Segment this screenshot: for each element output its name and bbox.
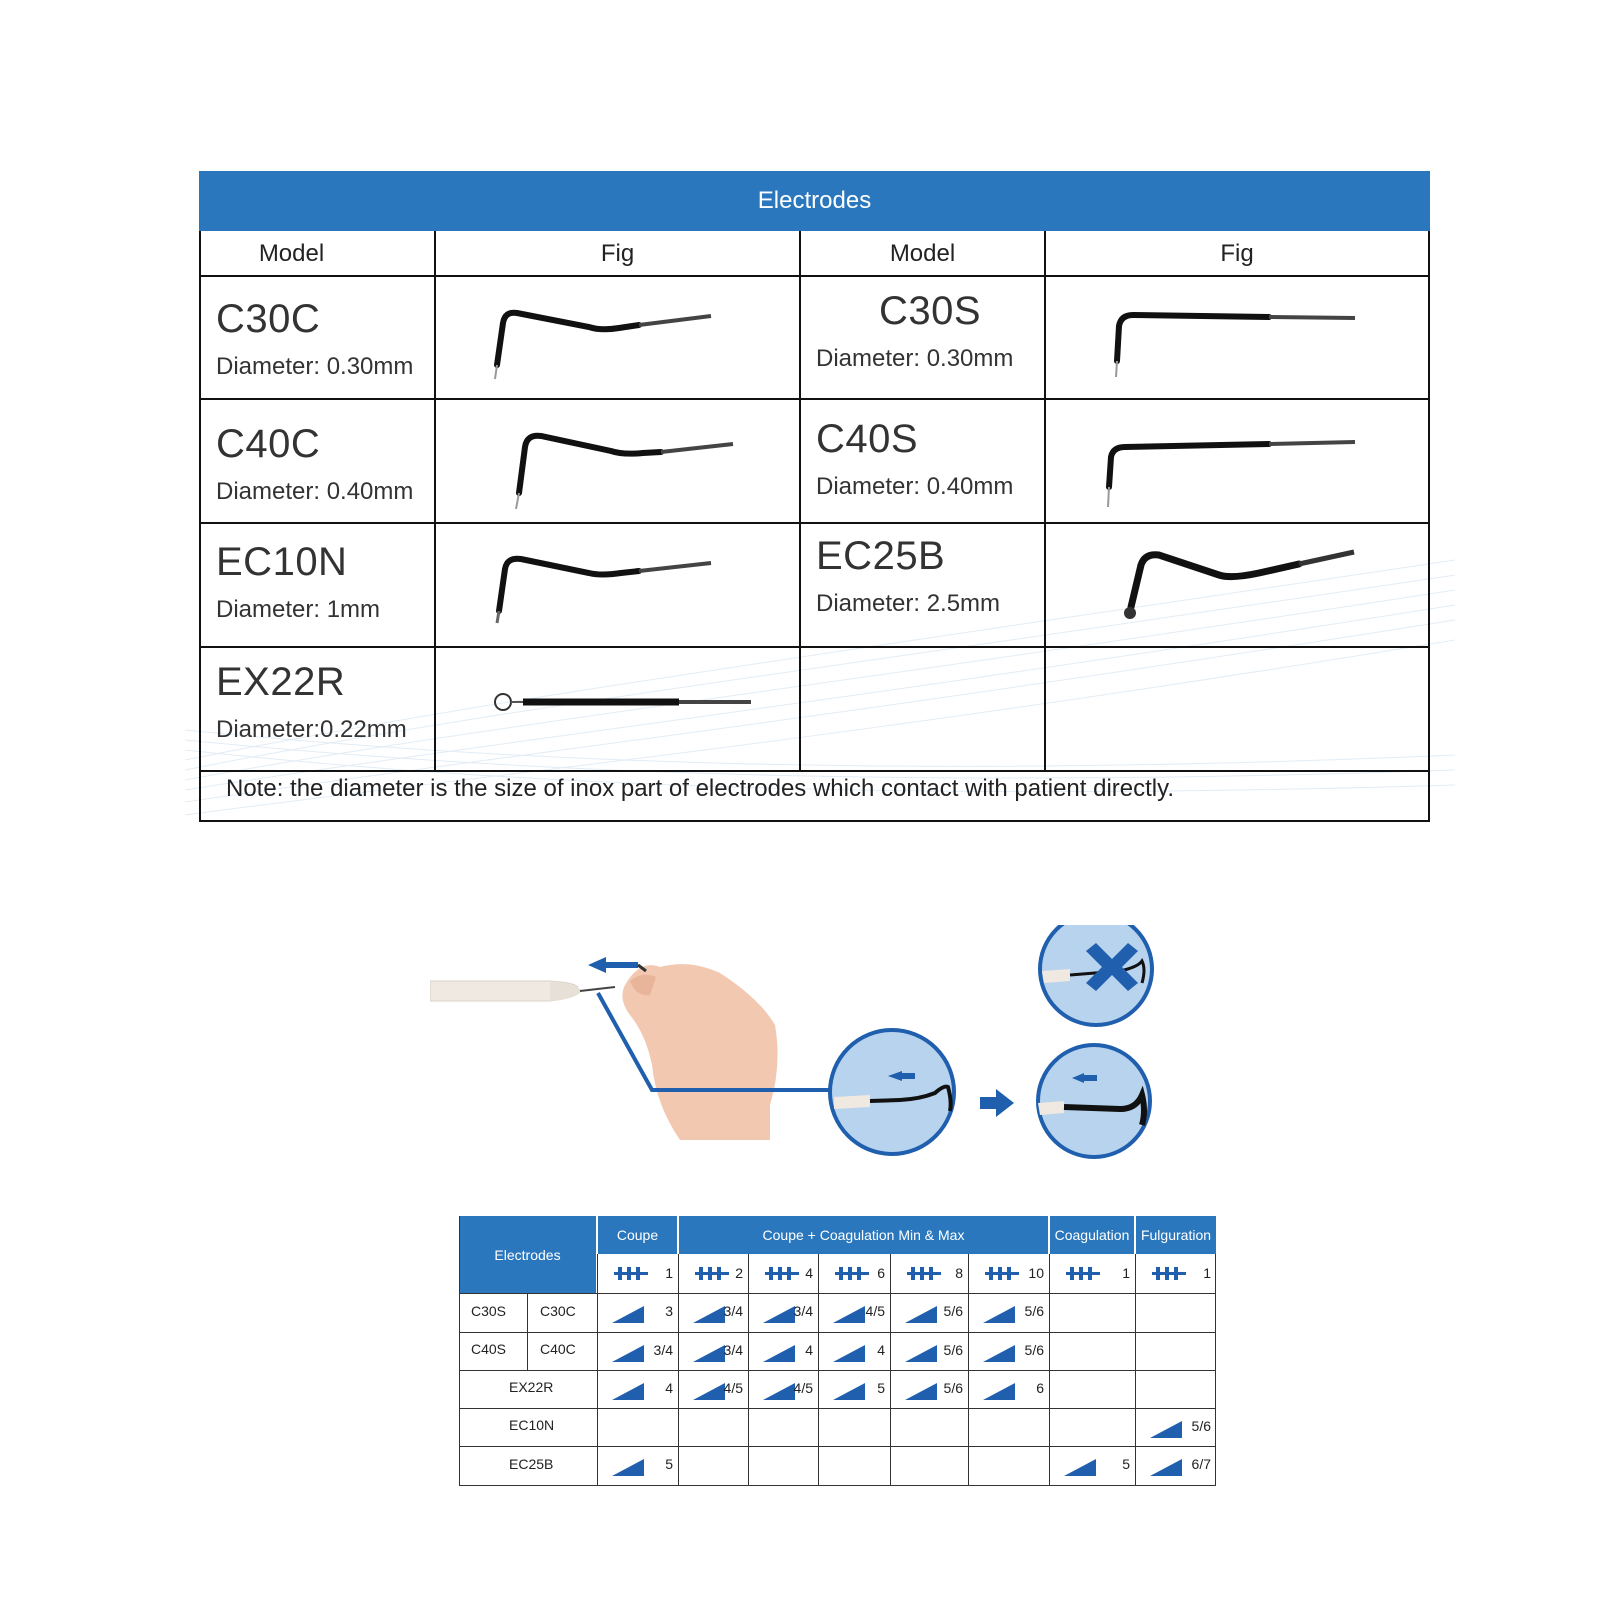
electrode-name: EX22R xyxy=(509,1379,554,1395)
cut-waveform-icon xyxy=(835,1266,869,1281)
zoom-circle-correct xyxy=(1038,1045,1150,1157)
cut-waveform-icon xyxy=(1152,1266,1186,1281)
model-name: C30S xyxy=(878,289,982,333)
electrode-c40s-image xyxy=(1099,421,1369,511)
model-diameter: Diameter: 2.5mm xyxy=(816,590,1001,617)
model-name: EC10N xyxy=(216,540,348,584)
power-level-icon xyxy=(905,1306,937,1323)
power-value: 4 xyxy=(665,1380,673,1396)
power-level-icon xyxy=(612,1345,644,1362)
model-cell xyxy=(216,424,413,506)
power-level-icon xyxy=(612,1459,644,1476)
model-cell xyxy=(216,662,407,744)
power-value: 4/5 xyxy=(793,1380,813,1396)
col-header-model: Model xyxy=(258,240,325,267)
cut-waveform-icon xyxy=(614,1266,648,1281)
electrode-name: C40C xyxy=(540,1341,576,1357)
power-value: 3/4 xyxy=(723,1303,743,1319)
power-level-icon xyxy=(1064,1459,1096,1476)
electrodes-table xyxy=(199,171,1430,822)
electrode-name: C30C xyxy=(540,1303,576,1319)
header-fulguration: Fulguration xyxy=(1136,1216,1216,1254)
power-level-icon xyxy=(905,1383,937,1400)
header-coupe: Coupe xyxy=(598,1216,677,1254)
power-level-icon xyxy=(763,1383,795,1400)
model-name: EC25B xyxy=(816,534,946,578)
power-level-icon xyxy=(983,1383,1015,1400)
electrode-ec25b-image xyxy=(1119,531,1369,631)
power-level-icon xyxy=(905,1345,937,1362)
electrode-c30s-image xyxy=(1109,301,1369,381)
power-level-icon xyxy=(833,1383,865,1400)
electrode-name: EC25B xyxy=(509,1456,554,1472)
electrode-ec10n-image xyxy=(489,541,729,631)
power-level-icon xyxy=(612,1306,644,1323)
model-name: EX22R xyxy=(216,660,346,704)
cut-waveform-icon xyxy=(907,1266,941,1281)
power-level-icon xyxy=(1150,1421,1182,1438)
header-coupe-coagulation: Coupe + Coagulation Min & Max xyxy=(679,1216,1048,1254)
col-header-fig: Fig xyxy=(1220,240,1254,267)
model-cell xyxy=(816,291,1044,373)
mode-number: 2 xyxy=(735,1265,743,1281)
electrode-name: C30S xyxy=(471,1303,507,1319)
power-level-icon xyxy=(763,1306,795,1323)
electrode-insertion-illustration xyxy=(430,925,1190,1190)
cut-waveform-icon xyxy=(1066,1266,1100,1281)
header-electrodes: Electrodes xyxy=(459,1216,596,1293)
model-cell xyxy=(216,542,380,624)
power-value: 5/6 xyxy=(943,1303,963,1319)
power-value: 6/7 xyxy=(1191,1456,1211,1472)
power-level-icon xyxy=(983,1345,1015,1362)
power-value: 3/4 xyxy=(653,1342,673,1358)
model-name: C30C xyxy=(216,297,321,341)
power-level-icon xyxy=(983,1306,1015,1323)
arrow-left-icon xyxy=(588,957,638,973)
electrodes-grid xyxy=(199,231,1430,822)
power-value: 4 xyxy=(877,1342,885,1358)
power-value: 3 xyxy=(665,1303,673,1319)
cut-waveform-icon xyxy=(985,1266,1019,1281)
power-level-icon xyxy=(833,1345,865,1362)
electrode-name: EC10N xyxy=(509,1417,555,1433)
power-level-icon xyxy=(693,1345,725,1362)
mode-number: 1 xyxy=(665,1265,673,1281)
handpiece-image xyxy=(430,981,615,1001)
power-level-icon xyxy=(833,1306,865,1323)
power-value: 5 xyxy=(665,1456,673,1472)
model-cell xyxy=(816,536,1000,618)
model-diameter: Diameter: 0.40mm xyxy=(816,473,1014,500)
electrodes-title: Electrodes xyxy=(199,171,1430,231)
model-diameter: Diameter:0.22mm xyxy=(216,716,407,743)
header-coagulation: Coagulation xyxy=(1050,1216,1134,1254)
power-level-icon xyxy=(1150,1459,1182,1476)
power-value: 3/4 xyxy=(793,1303,813,1319)
mode-number: 4 xyxy=(805,1265,813,1281)
electrode-ex22r-image xyxy=(489,681,759,721)
model-diameter: Diameter: 0.30mm xyxy=(816,345,1014,372)
hand-image xyxy=(622,964,777,1140)
zoom-circle-insert xyxy=(830,1030,954,1154)
model-diameter: Diameter: 0.40mm xyxy=(216,478,414,505)
power-level-icon xyxy=(763,1345,795,1362)
power-value: 5/6 xyxy=(1024,1342,1044,1358)
power-value: 5 xyxy=(877,1380,885,1396)
power-value: 5 xyxy=(1122,1456,1130,1472)
col-header-model: Model xyxy=(889,240,956,267)
cut-waveform-icon xyxy=(765,1266,799,1281)
power-value: 3/4 xyxy=(723,1342,743,1358)
power-value: 6 xyxy=(1036,1380,1044,1396)
mode-number: 1 xyxy=(1122,1265,1130,1281)
power-value: 4/5 xyxy=(865,1303,885,1319)
power-value: 4/5 xyxy=(723,1380,743,1396)
power-value: 5/6 xyxy=(943,1380,963,1396)
model-diameter: Diameter: 0.30mm xyxy=(216,353,414,380)
model-diameter: Diameter: 1mm xyxy=(216,596,381,623)
col-header-fig: Fig xyxy=(600,240,635,267)
electrode-name: C40S xyxy=(471,1341,507,1357)
model-cell xyxy=(816,419,1013,501)
model-name: C40C xyxy=(216,422,321,466)
settings-table xyxy=(459,1216,1216,1486)
electrode-c30c-image xyxy=(489,301,729,381)
power-value: 4 xyxy=(805,1342,813,1358)
mode-number: 1 xyxy=(1203,1265,1211,1281)
power-value: 5/6 xyxy=(1024,1303,1044,1319)
model-cell xyxy=(216,299,413,381)
mode-number: 8 xyxy=(955,1265,963,1281)
power-level-icon xyxy=(693,1306,725,1323)
power-level-icon xyxy=(693,1383,725,1400)
power-value: 5/6 xyxy=(943,1342,963,1358)
power-value: 5/6 xyxy=(1191,1418,1211,1434)
cut-waveform-icon xyxy=(695,1266,729,1281)
model-name: C40S xyxy=(816,417,919,461)
zoom-circle-wrong xyxy=(1040,925,1152,1025)
mode-number: 10 xyxy=(1028,1265,1044,1281)
electrode-c40c-image xyxy=(511,421,751,511)
diameter-note: Note: the diameter is the size of inox part of electrodes which contact with patient directly. xyxy=(226,775,1175,802)
arrow-right-icon xyxy=(980,1089,1014,1117)
mode-number: 6 xyxy=(877,1265,885,1281)
power-level-icon xyxy=(612,1383,644,1400)
